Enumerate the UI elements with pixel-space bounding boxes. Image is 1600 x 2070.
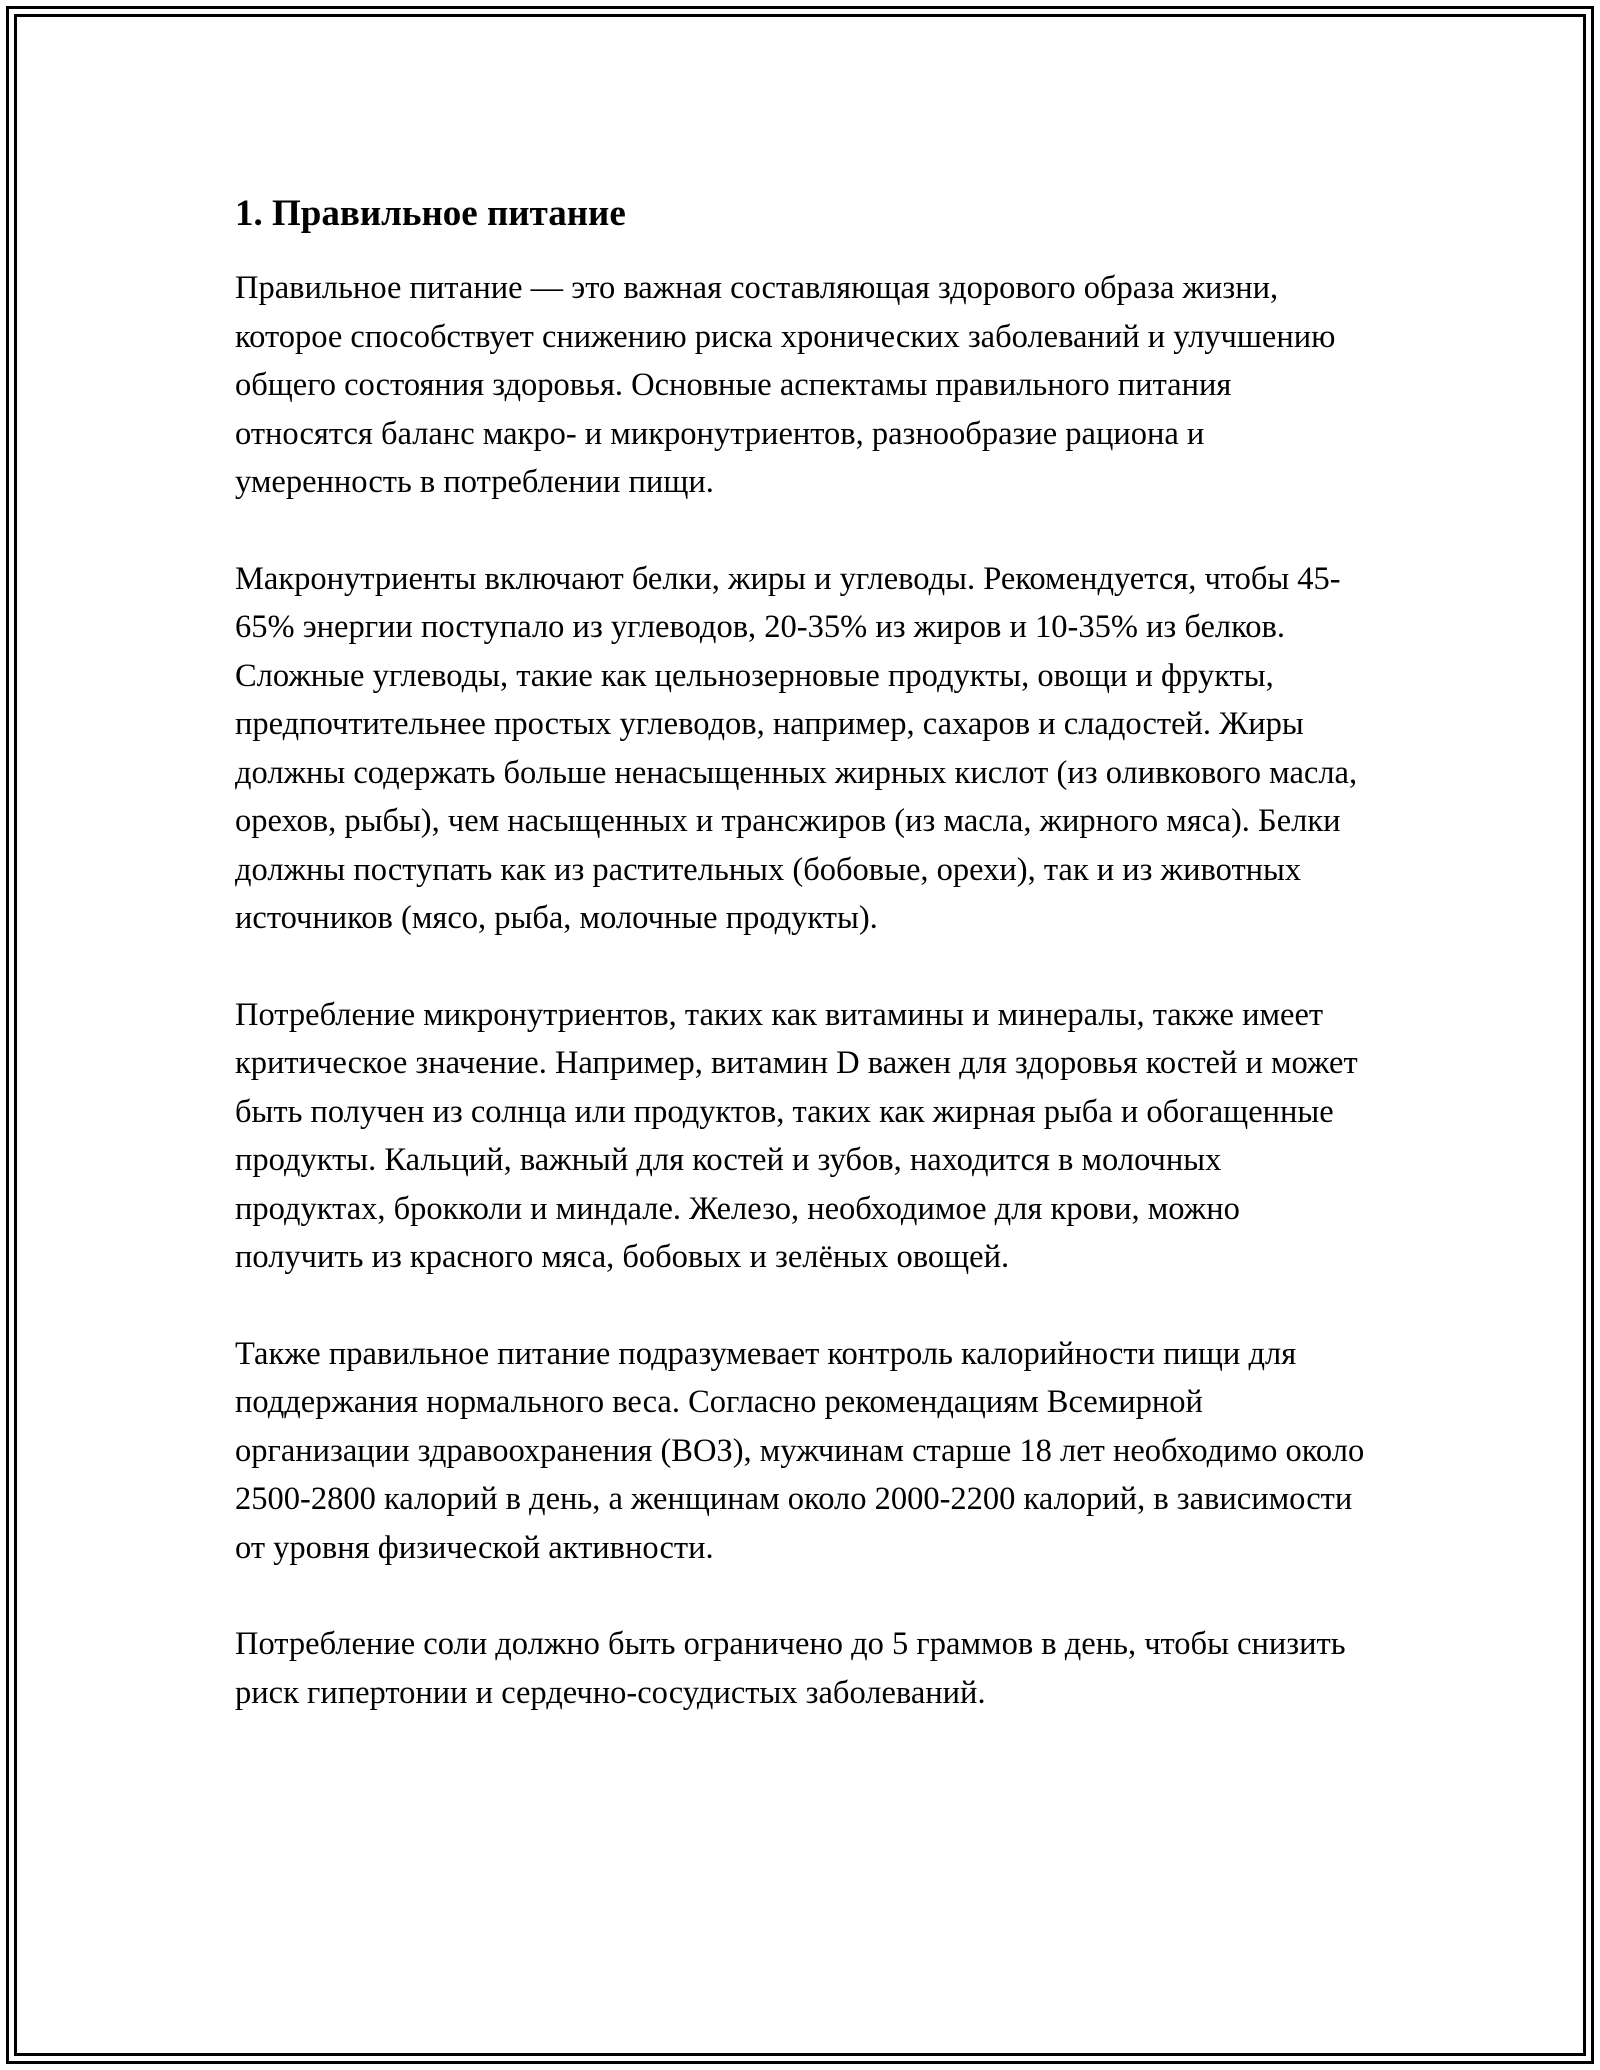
paragraph-salt: Потребление соли должно быть ограничено до 5 граммов в день, чтобы снизить риск гипертонии и сердечно-сосудистых заболеваний. bbox=[235, 1626, 1346, 1711]
paragraph-macronutrients: Макронутриенты включают белки, жиры и углеводы. Рекомендуется, чтобы 45-65% энергии поступало из углеводов, 20-35% из жиров и 10-35% из белков. Сложные углеводы, такие как цельнозерновые продукты, овощи и фрукты, предпочтительнее простых углеводов, например, сахаров и сладостей. Жиры должны содержать больше ненасыщенных жирных кислот (из оливкового масла, орехов, рыбы), чем насыщенных и трансжиров (из масла, жирного мяса). Белки должны поступать как из растительных (бобовые, орехи), так и из животных источников (мясо, рыба, молочные продукты). bbox=[235, 560, 1358, 936]
paragraph-intro: Правильное питание — это важная составляющая здорового образа жизни, которое способствует снижению риска хронических заболеваний и улучшению общего состояния здоровья. Основные аспектамы правильного питания относятся баланс макро- и микронутриентов, разнообразие рациона и умеренность в потреблении пищи. bbox=[235, 270, 1336, 500]
page-title: 1. Правильное питание bbox=[235, 193, 626, 234]
paragraph-calories: Также правильное питание подразумевает контроль калорийности пищи для поддержания нормального веса. Согласно рекомендациям Всемирной организации здравоохранения (ВОЗ), мужчинам старше 18 лет необходимо около 2500-2800 калорий в день, а женщинам около 2000-2200 калорий, в зависимости от уровня физической активности. bbox=[235, 1335, 1365, 1566]
document-body bbox=[235, 190, 1375, 1717]
paragraph-micronutrients: Потребление микронутриентов, таких как витамины и минералы, также имеет критическое значение. Например, витамин D важен для здоровья костей и может быть получен из солнца или продуктов, таких как жирная рыба и обогащенные продукты. Кальций, важный для костей и зубов, находится в молочных продуктах, брокколи и миндале. Железо, необходимое для крови, можно получить из красного мяса, бобовых и зелёных овощей. bbox=[235, 996, 1358, 1275]
